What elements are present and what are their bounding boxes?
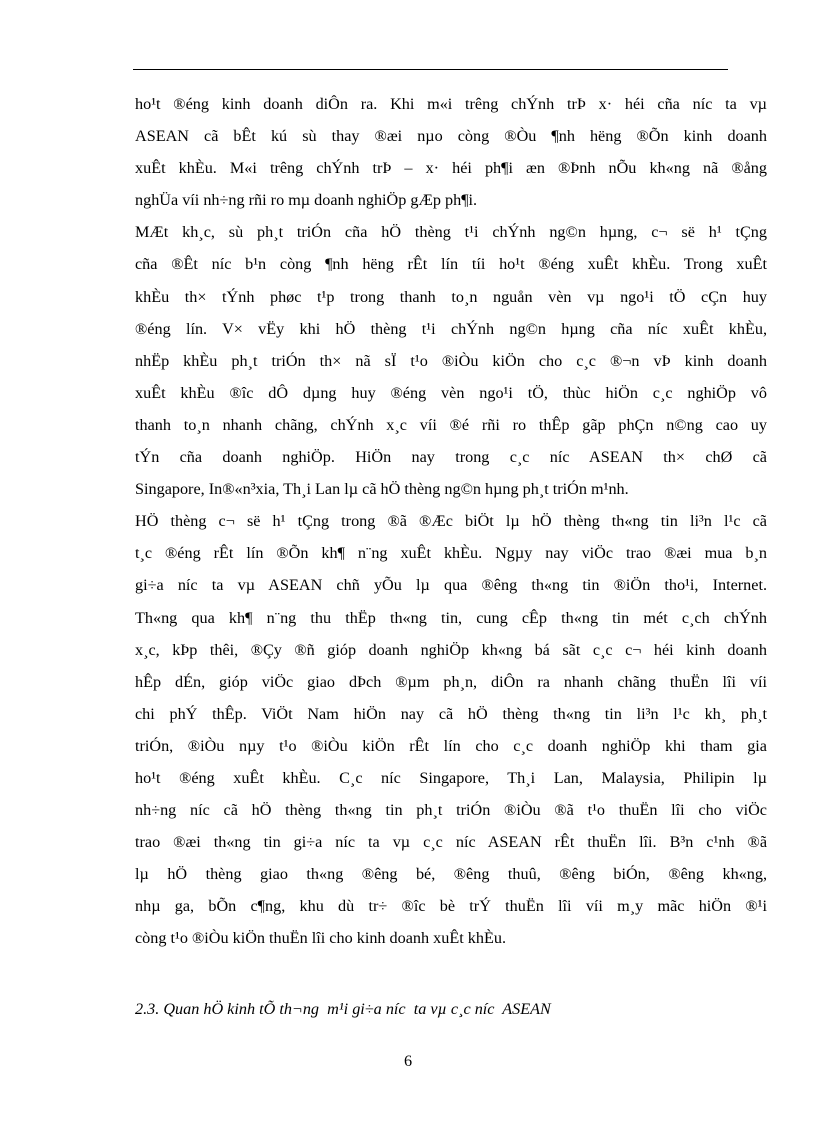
text-line: Singapore, In®«n³xia, Th¸i Lan lµ cã hÖ thèng ng©n hµng ph¸t triÓn m¹nh. <box>135 480 629 499</box>
text-line: HÖ thèng c¬ së h¹ tÇng trong ®ã ®Æc biÖt lµ hÖ thèng th«ng tin li³n l¹c cã <box>135 512 767 531</box>
text-line: thanh to¸n nhanh chãng, chÝnh x¸c víi ®é rñi ro thÊp gãp phÇn n©ng cao uy <box>135 415 767 434</box>
body-text <box>135 88 767 955</box>
text-line: MÆt kh¸c, sù ph¸t triÓn cña hÖ thèng t¹i chÝnh ng©n hµng, c¬ së h¹ tÇng <box>135 223 767 242</box>
page-number: 6 <box>403 1052 413 1070</box>
text-line: ho¹t ®éng kinh doanh diÔn ra. Khi m«i trêng chÝnh trÞ x· héi cña níc ta vµ <box>135 95 767 113</box>
header-rule <box>133 69 728 70</box>
text-line: x¸c, kÞp thêi, ®Çy ®ñ gióp doanh nghiÖp kh«ng bá sãt c¸c c¬ héi kinh doanh <box>135 640 767 659</box>
text-line: triÓn, ®iÒu nµy t¹o ®iÒu kiÖn rÊt lín cho c¸c doanh nghiÖp khi tham gia <box>135 736 767 755</box>
text-line: nhµ ga, bÕn c¶ng, khu dù tr÷ ®îc bè trÝ thuËn lîi víi m¸y mãc hiÖn ®¹i <box>135 897 767 916</box>
text-line: tÝn cña doanh nghiÖp. HiÖn nay trong c¸c níc ASEAN th× chØ cã <box>135 448 767 467</box>
text-line: ®éng lín. V× vËy khi hÖ thèng t¹i chÝnh ng©n hµng cña níc xuÊt khÈu, <box>135 319 767 338</box>
text-line: nhËp khÈu ph¸t triÓn th× nã sÏ t¹o ®iÒu kiÖn cho c¸c ®¬n vÞ kinh doanh <box>135 351 767 370</box>
text-line: hÊp dÉn, gióp viÖc giao dÞch ®µm ph¸n, diÔn ra nhanh chãng thuËn lîi víi <box>135 672 767 691</box>
text-line: xuÊt khÈu. M«i trêng chÝnh trÞ – x· héi ph¶i æn ®Þnh nÕu kh«ng nã ®ång <box>135 159 767 178</box>
text-line: lµ hÖ thèng giao th«ng ®êng bé, ®êng thuû, ®êng biÓn, ®êng kh«ng, <box>135 865 767 884</box>
text-line: nh÷ng níc cã hÖ thèng th«ng tin ph¸t triÓn ®iÒu ®ã t¹o thuËn lîi cho viÖc <box>135 801 767 820</box>
text-line: xuÊt khÈu ®îc dÔ dµng huy ®éng vèn ngo¹i tÖ, thùc hiÖn c¸c nghiÖp vô <box>135 383 767 402</box>
text-line: trao ®æi th«ng tin gi÷a níc ta vµ c¸c níc ASEAN rÊt thuËn lîi. B³n c¹nh ®ã <box>135 833 767 852</box>
text-line: chi phÝ thÊp. ViÖt Nam hiÖn nay cã hÖ thèng th«ng tin li³n l¹c kh¸ ph¸t <box>135 704 767 723</box>
text-line: ho¹t ®éng xuÊt khÈu. C¸c níc Singapore, Th¸i Lan, Malaysia, Philipin lµ <box>135 768 767 787</box>
text-line: gi÷a níc ta vµ ASEAN chñ yÕu lµ qua ®êng th«ng tin ®iÖn tho¹i, Internet. <box>135 576 767 595</box>
text-line: Th«ng qua kh¶ n¨ng thu thËp th«ng tin, cung cÊp th«ng tin mét c¸ch chÝnh <box>135 608 767 627</box>
text-line: ASEAN cã bÊt kú sù thay ®æi nµo còng ®Òu ¶nh hëng ®Õn kinh doanh <box>135 127 767 146</box>
text-line: t¸c ®éng rÊt lín ®Õn kh¶ n¨ng xuÊt khÈu. Ngµy nay viÖc trao ®æi mua b¸n <box>135 544 767 563</box>
section-heading: 2.3. Quan hÖ kinh tÕ th¬ng m¹i gi÷a níc ta vµ c¸c níc ASEAN <box>135 1000 551 1018</box>
text-line: còng t¹o ®iÒu kiÖn thuËn lîi cho kinh doanh xuÊt khÈu. <box>135 929 506 948</box>
text-line: cña ®Êt níc b¹n còng ¶nh hëng rÊt lín tíi ho¹t ®éng xuÊt khÈu. Trong xuÊt <box>135 255 767 274</box>
text-line: nghÜa víi nh÷ng rñi ro mµ doanh nghiÖp gÆp ph¶i. <box>135 191 478 210</box>
text-line: khÈu th× tÝnh phøc t¹p trong thanh to¸n nguån vèn vµ ngo¹i tÖ cÇn huy <box>135 287 767 306</box>
